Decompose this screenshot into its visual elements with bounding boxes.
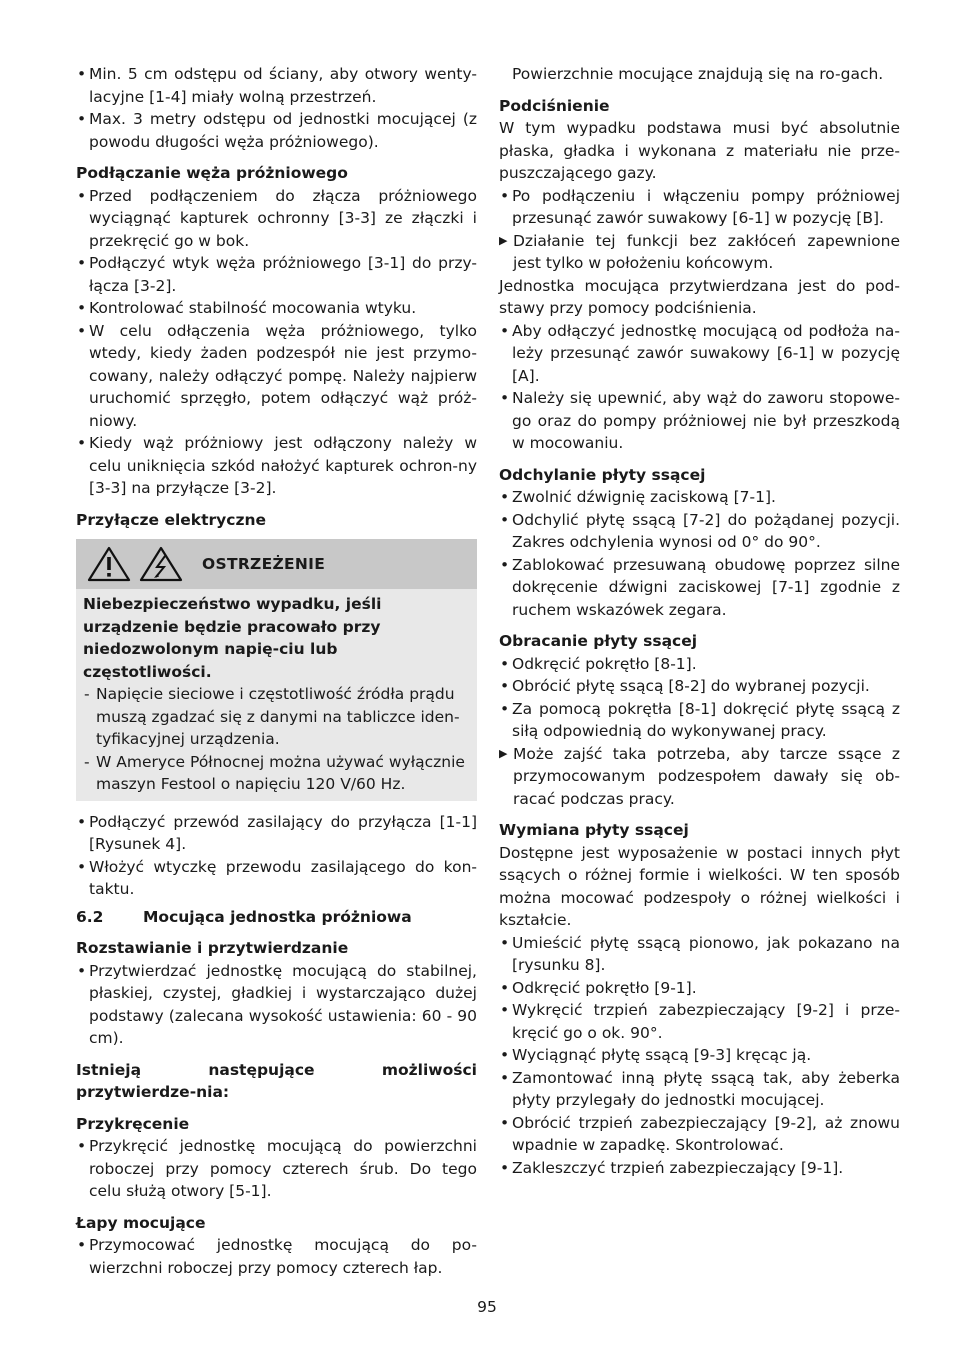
heading-rotate: Obracanie płyty ssącej (499, 632, 698, 650)
list-item: • Obrócić trzpień zabezpieczający [9-2], aż znowu wpadnie w zapadkę. Skontrolować. (499, 1112, 900, 1157)
page-number: 95 (477, 1298, 497, 1316)
list-item: • Wyciągnąć płytę ssącą [9-3] kręcąc ją. (499, 1044, 900, 1067)
list-item: • Min. 5 cm odstępu od ściany, aby otwory wenty-lacyjne [1-4] miały wolną przestrzeń. (76, 63, 477, 108)
heading-replace: Wymiana płyty ssącej (499, 821, 689, 839)
list-item: • Aby odłączyć jednostkę mocującą od podłoża na-leży przesunąć zawór suwakowy [6-1] w pozycję [A]. (499, 320, 900, 388)
list-item: • Włożyć wtyczkę przewodu zasilającego do kon-taktu. (76, 856, 477, 901)
list-item: • Należy się upewnić, aby wąż do zaworu stopowe-go oraz do pompy próżniowej nie był przeszkodą w mocowaniu. (499, 387, 900, 455)
left-column (76, 63, 477, 1279)
warning-icons (86, 545, 190, 583)
electric-shock-icon (138, 545, 184, 583)
paragraph: Dostępne jest wyposażenie w postaci innych płyt ssących o różnej formie i wielkości. W ten sposób można mocować podzespoły o różnej wielkości i kształcie. (499, 843, 900, 929)
heading-clamps: Łapy mocujące (76, 1213, 206, 1232)
list-item: • Zwolnić dźwignię zaciskową [7-1]. (499, 486, 900, 509)
list-item: • Umieścić płytę ssącą pionowo, jak pokazano na [rysunku 8]. (499, 932, 900, 977)
list-item: • W celu odłączenia węża próżniowego, tylko wtedy, kiedy żaden podzespół nie jest przymo-cowany, należy odłączyć pompę. Należy najpierw uruchomić sprzęgło, potem odłączyć wąż próż-niowy. (76, 320, 477, 433)
list-item: • Odkręcić pokrętło [8-1]. (499, 653, 900, 676)
paragraph: Jednostka mocująca przytwierdzana jest do pod-stawy przy pomocy podciśnienia. (499, 276, 900, 317)
result-item: ▶ Może zajść taka potrzeba, aby tarcze ssące z przymocowanym podzespołem dawały się ob-racać podczas pracy. (499, 743, 900, 811)
result-item: ▶ Działanie tej funkcji bez zakłóceń zapewnione jest tylko w położeniu końcowym. (499, 230, 900, 275)
list-item: • Po podłączeniu i włączeniu pompy próżniowej przesunąć zawór suwakowy [6-1] w pozycję [B]. (499, 185, 900, 230)
list-item: • Zamontować inną płytę ssącą tak, aby żeberka płyty przylegały do jednostki mocującej. (499, 1067, 900, 1112)
list-item: • Obrócić płytę ssącą [8-2] do wybranej pozycji. (499, 675, 900, 698)
warning-triangle-icon (86, 545, 132, 583)
continued-text: Powierzchnie mocujące znajdują się na ro-gach. (512, 65, 884, 83)
warning-body (76, 589, 477, 801)
paragraph: W tym wypadku podstawa musi być absolutnie płaska, gładka i wykonana z materiału nie prze-puszczającego gazy. (499, 119, 900, 182)
warning-header (76, 539, 477, 589)
list-item: • Kontrolować stabilność mocowania wtyku. (76, 297, 477, 320)
list-item: • Za pomocą pokrętła [8-1] dokręcić płytę ssącą z siłą odpowiednią do wykonywanej pracy. (499, 698, 900, 743)
list-item: • Odchylić płytę ssącą [7-2] do pożądanej pozycji. Zakres odchylenia wynosi od 0° do 90°. (499, 509, 900, 554)
list-item: • Wykręcić trzpień zabezpieczający [9-2] i prze-kręcić go o ok. 90°. (499, 999, 900, 1044)
list-item: • Podłączyć przewód zasilający do przyłącza [1-1] [Rysunek 4]. (76, 811, 477, 856)
heading-screwing: Przykręcenie (76, 1114, 190, 1133)
list-item: • Przymocować jednostkę mocującą do po-wierzchni roboczej przy pomocy czterech łap. (76, 1234, 477, 1279)
warning-box (76, 539, 477, 801)
list-item: • Podłączyć wtyk węża próżniowego [3-1] do przy-łącza [3-2]. (76, 252, 477, 297)
warning-statement: Niebezpieczeństwo wypadku, jeśli urządzenie będzie pracowało przy niedozwolonym napię-ciu lub częstotliwości. (83, 595, 382, 681)
section-title: Mocująca jednostka próżniowa (143, 907, 412, 926)
heading-setup: Rozstawianie i przytwierdzanie (76, 939, 349, 957)
heading-electrical-connection: Przyłącze elektryczne (76, 510, 267, 529)
section-heading (76, 906, 477, 929)
heading-options: Istnieją następujące możliwości przytwierdze-nia: (76, 1060, 477, 1101)
list-item: • Max. 3 metry odstępu od jednostki mocującej (z powodu długości węża próżniowego). (76, 108, 477, 153)
list-item: • Zablokować przesuwaną obudowę poprzez silne dokręcenie dźwigni zaciskowej [7-1] zgodnie z ruchem wskazówek zegara. (499, 554, 900, 622)
list-item: • Odkręcić pokrętło [9-1]. (499, 977, 900, 1000)
heading-vacuum-hose: Podłączanie węża próżniowego (76, 164, 348, 182)
section-number: 6.2 (76, 907, 104, 926)
heading-vacuum: Podciśnienie (499, 96, 610, 115)
list-item: • Zakleszczyć trzpień zabezpieczający [9-1]. (499, 1157, 900, 1180)
list-item: • Przed podłączeniem do złącza próżniowego wyciągnąć kapturek ochronny [3-3] ze złączki i przekręcić go w bok. (76, 185, 477, 253)
warning-title: OSTRZEŻENIE (202, 554, 326, 573)
list-item: • Kiedy wąż próżniowy jest odłączony należy w celu uniknięcia szkód nałożyć kapturek ochron-ny [3-3] na przyłącze [3-2]. (76, 432, 477, 500)
heading-tilt: Odchylanie płyty ssącej (499, 465, 706, 484)
warning-list-item: - Napięcie sieciowe i częstotliwość źródła prądu muszą zgadzać się z danymi na tabliczce iden-tyfikacyjnej urządzenia. (83, 683, 470, 751)
list-item: • Przykręcić jednostkę mocującą do powierzchni roboczej przy pomocy czterech śrub. Do tego celu służą otwory [5-1]. (76, 1135, 477, 1203)
warning-list-item: - W Ameryce Północnej można używać wyłącznie maszyn Festool o napięciu 120 V/60 Hz. (83, 751, 470, 796)
list-item: • Przytwierdzać jednostkę mocującą do stabilnej, płaskiej, czystej, gładkiej i wystarczająco dużej podstawy (zalecana wysokość ustawienia: 60 - 90 cm). (76, 960, 477, 1050)
right-column (499, 63, 900, 1179)
